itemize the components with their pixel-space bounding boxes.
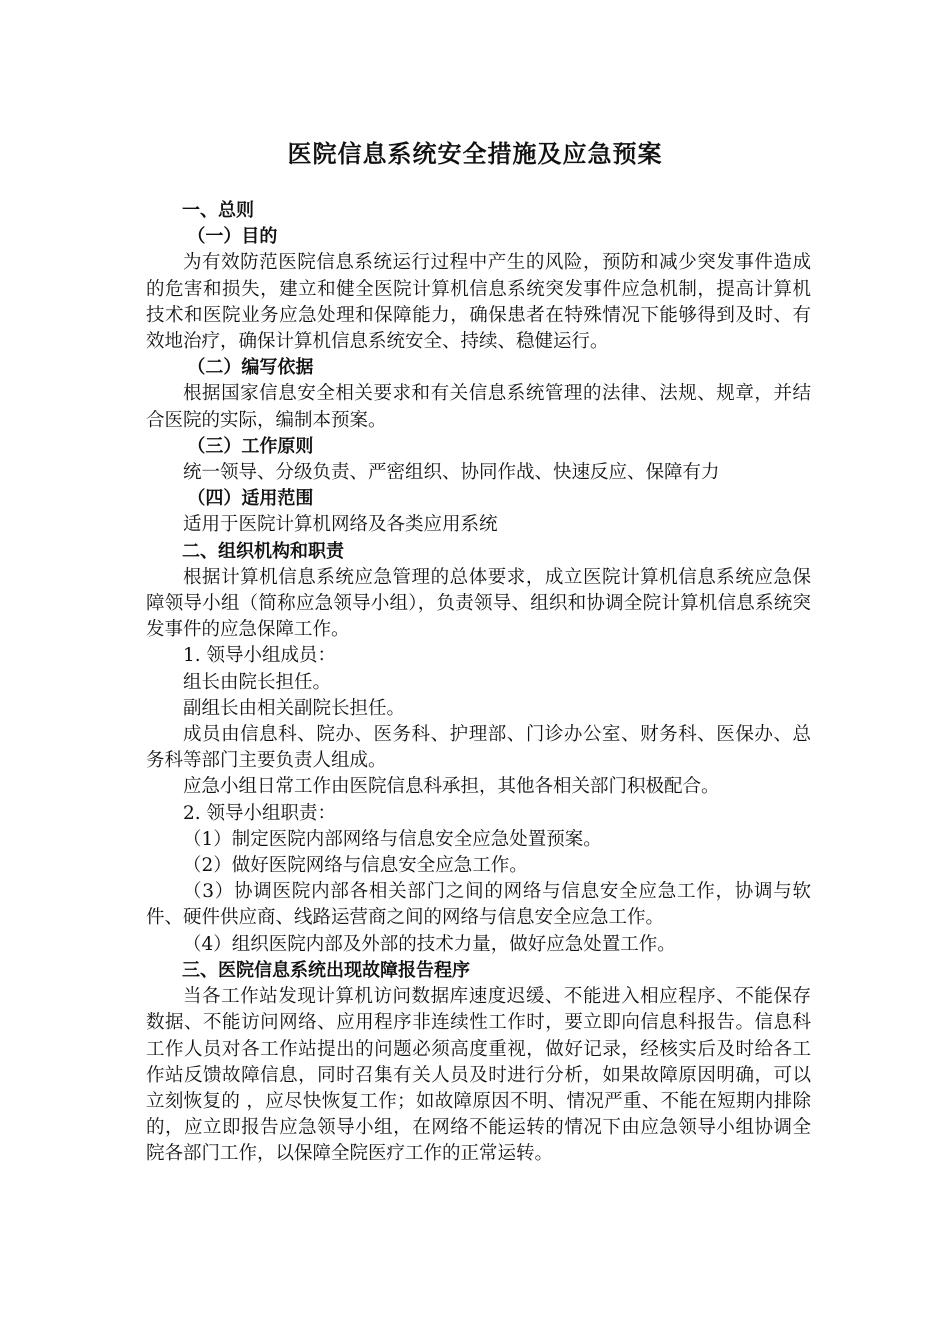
paragraph: （2）做好医院网络与信息安全应急工作。 [183, 855, 528, 877]
section-heading: 三、医院信息系统出现故障报告程序 [182, 959, 470, 981]
paragraph: （3）协调医院内部各相关部门之间的网络与信息安全应急工作，协调与软件、硬件供应商、线路运营商之间的网络与信息安全应急工作。 [146, 881, 811, 929]
subsection-heading: （一）目的 [187, 226, 278, 248]
subsection-heading: （四）适用范围 [187, 488, 314, 510]
paragraph: 根据计算机信息系统应急管理的总体要求，成立医院计算机信息系统应急保障领导小组（简称应急领导小组），负责领导、组织和协调全院计算机信息系统突发事件的应急保障工作。 [146, 566, 811, 641]
paragraph: 统一领导、分级负责、严密组织、协同作战、快速反应、保障有力 [183, 462, 720, 484]
document-body [146, 198, 811, 1168]
paragraph: 副组长由相关副院长担任。 [183, 697, 406, 719]
section-heading: 二、组织机构和职责 [182, 540, 344, 562]
paragraph: 成员由信息科、院办、医务科、护理部、门诊办公室、财务科、医保办、总务科等部门主要负责人组成。 [146, 724, 811, 772]
paragraph: 适用于医院计算机网络及各类应用系统 [183, 514, 498, 536]
paragraph: （1）制定医院内部网络与信息安全应急处置预案。 [183, 828, 602, 850]
paragraph: 当各工作站发现计算机访问数据库速度迟缓、不能进入相应程序、不能保存数据、不能访问网络、应用程序非连续性工作时，要立即向信息科报告。信息科工作人员对各工作站提出的问题必须高度重视，做好记录，经核实后及时给各工作站反馈故障信息，同时召集有关人员及时进行分析，如果故障原因明确，可以立刻恢复的 ，应尽快恢复工作；如故障原因不明、情况严重、不能在短期内排除的，应立即报告应急领导小组，在网络不能运转的情况下由应急领导小组协调全院各部门工作，以保障全院医疗工作的正常运转。 [146, 986, 811, 1165]
paragraph: 为有效防范医院信息系统运行过程中产生的风险，预防和减少突发事件造成的危害和损失，建立和健全医院计算机信息系统突发事件应急机制，提高计算机技术和医院业务应急处理和保障能力，确保患者在特殊情况下能够得到及时、有效地治疗，确保计算机信息系统安全、持续、稳健运行。 [146, 252, 811, 353]
paragraph: 组长由院长担任。 [183, 671, 332, 693]
subsection-heading: （二）编写依据 [187, 357, 314, 379]
paragraph: 根据国家信息安全相关要求和有关信息系统管理的法律、法规、规章，并结合医院的实际，编制本预案。 [146, 383, 811, 431]
section-heading: 一、总则 [182, 200, 254, 221]
subsection-heading: （三）工作原则 [187, 435, 314, 457]
paragraph: 应急小组日常工作由医院信息科承担，其他各相关部门积极配合。 [183, 776, 720, 798]
paragraph: （4）组织医院内部及外部的技术力量，做好应急处置工作。 [183, 933, 676, 955]
document-title: 医院信息系统安全措施及应急预案 [287, 140, 663, 168]
paragraph: 1. 领导小组成员： [183, 645, 337, 667]
paragraph: 2. 领导小组职责： [183, 802, 337, 824]
